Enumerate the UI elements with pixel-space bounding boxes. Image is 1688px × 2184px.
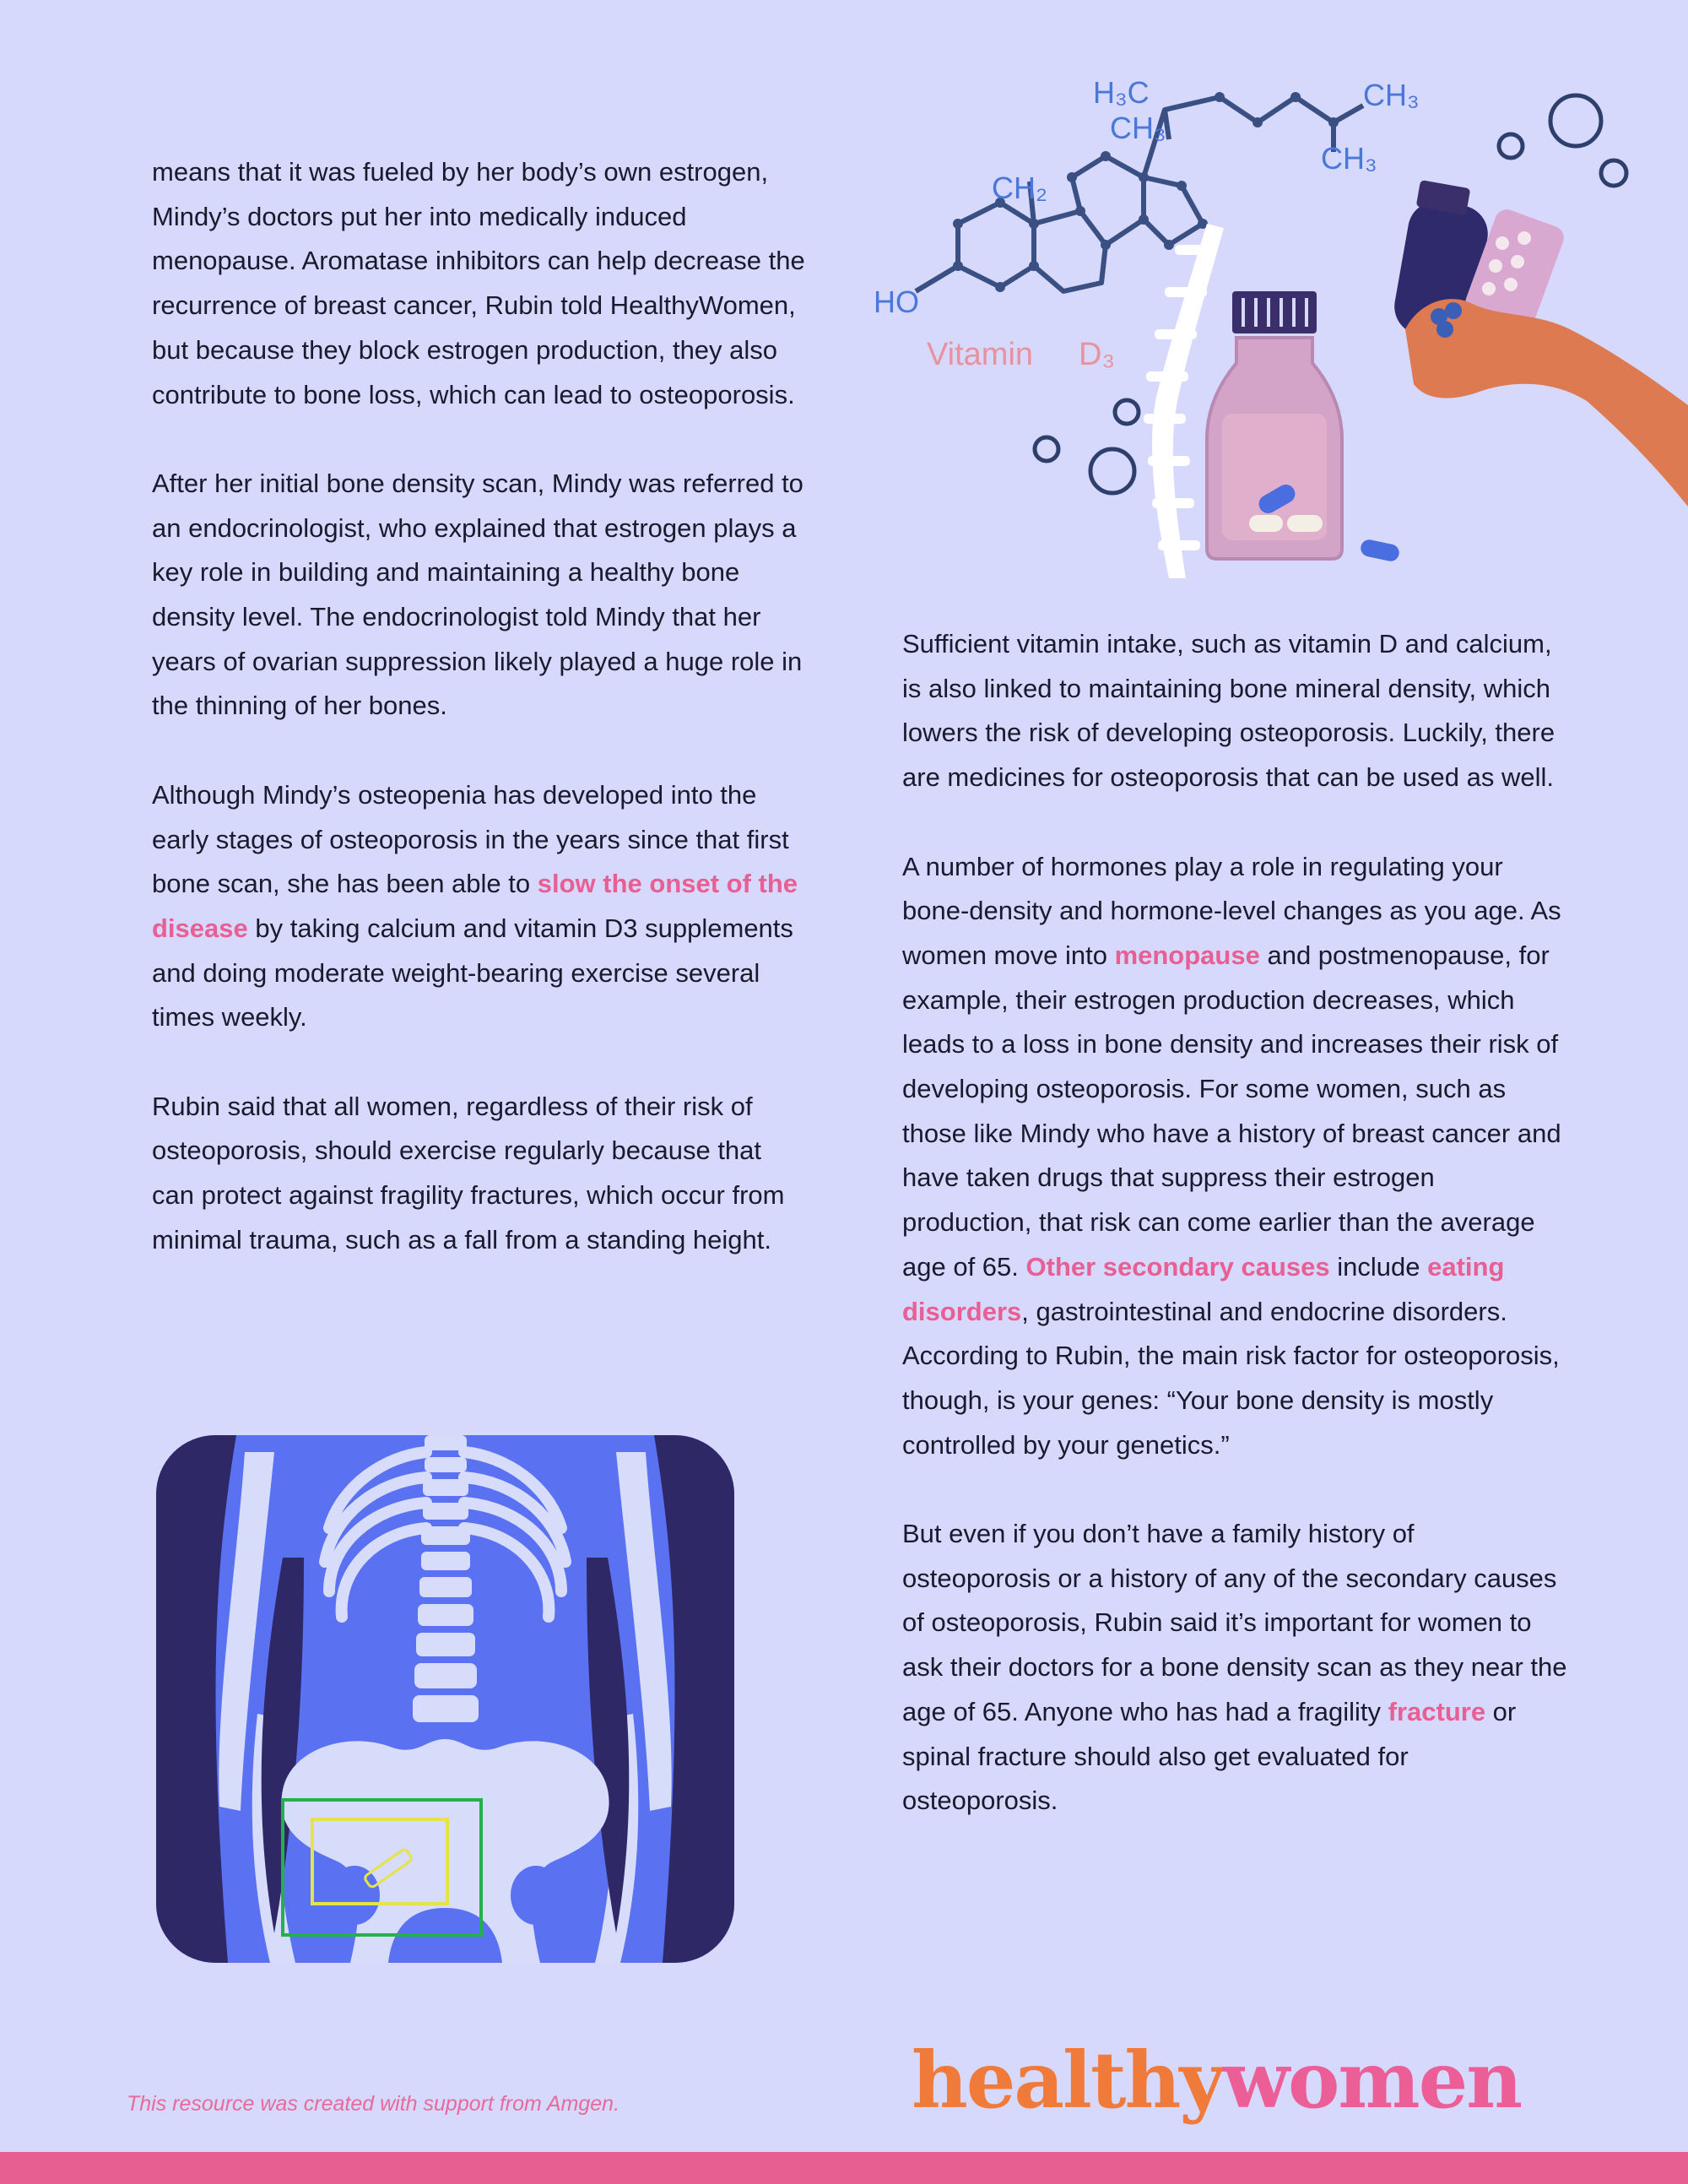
paragraph-endocrinologist: After her initial bone density scan, Mindy was referred to an endocrinologist, who explained that estrogen plays a key role in building and maintaining a healthy bone density level. The endocrinologist told Mindy that her years of ovarian suppression likely played a huge role in the thinning of her bones. xyxy=(152,468,803,721)
label-ch3: CH₃ xyxy=(1110,111,1166,145)
sponsor-credit: This resource was created with support from Amgen. xyxy=(127,2092,620,2116)
label-ch2: CH₂ xyxy=(992,171,1047,205)
paragraph-text: , gastrointestinal and endocrine disorders. According to Rubin, the main risk factor for osteoporosis, though, is your genes: “Your bone density is mostly controlled by your genetics.” xyxy=(902,1296,1560,1460)
vitamin-d3-illustration xyxy=(844,59,1688,599)
paragraph-text: include xyxy=(1329,1251,1428,1282)
label-ho: HO xyxy=(874,285,919,319)
label-vitamin: Vitamin xyxy=(927,337,1034,372)
paragraph-exercise: Rubin said that all women, regardless of their risk of osteoporosis, should exercise regularly because that can protect against fragility fractures, which occur from minimal trauma, such as a fall from a standing height. xyxy=(152,1091,785,1255)
logo-text-healthy: healthy xyxy=(912,2035,1223,2126)
healthywomen-logo xyxy=(912,2035,1522,2126)
paragraph-hormones xyxy=(902,845,1569,1468)
paragraph-text: A number of hormones play a role in regulating your bone-density and hormone-level changes as you age. As women move into xyxy=(902,851,1561,970)
xray-illustration xyxy=(156,1435,734,1963)
right-column xyxy=(902,622,1569,1868)
paragraph-aromatase: means that it was fueled by her body’s own estrogen, Mindy’s doctors put her into medically induced menopause. Aromatase inhibitors can help decrease the recurrence of breast cancer, Rubin told HealthyWomen, but because they block estrogen production, they also contribute to bone loss, which can lead to osteoporosis. xyxy=(152,157,805,409)
logo-text-women: women xyxy=(1222,2035,1522,2126)
bottom-accent-bar xyxy=(0,2152,1688,2184)
paragraph-text: But even if you don’t have a family history of osteoporosis or a history of any of the secondary causes of osteoporosis, Rubin said it’s important for women to ask their doctors for a bone density scan as they near the age of 65. Anyone who has had a fragility xyxy=(902,1519,1567,1726)
link-eating-disorders[interactable]: eating disorders xyxy=(902,1251,1505,1326)
label-ch3: CH₃ xyxy=(1363,78,1420,112)
label-h3c: H₃C xyxy=(1093,75,1150,110)
paragraph-text: and postmenopause, for example, their estrogen production decreases, which leads to a loss in bone density and increases their risk of developing osteoporosis. For some women, such as those like Mindy who have a history of breast cancer and have taken drugs that suppress their estrogen production, that risk can come earlier than the average age of 65. xyxy=(902,940,1561,1282)
paragraph-vitamin-intake: Sufficient vitamin intake, such as vitamin D and calcium, is also linked to maintaining bone mineral density, which lowers the risk of developing osteoporosis. Luckily, there are medicines for osteoporosis that can be used as well. xyxy=(902,629,1555,793)
link-other-secondary-causes[interactable]: Other secondary causes xyxy=(1025,1251,1330,1282)
pill-bottle-icon xyxy=(1207,291,1401,563)
paragraph-osteopenia xyxy=(152,773,810,1040)
left-column xyxy=(152,150,810,1307)
paragraph-bone-scan xyxy=(902,1512,1569,1824)
paragraph-text: Although Mindy’s osteopenia has developed into the early stages of osteoporosis in the years since that first bone scan, she has been able to xyxy=(152,779,789,899)
label-ch3: CH₃ xyxy=(1321,141,1377,176)
link-fracture[interactable]: fracture xyxy=(1388,1696,1486,1726)
link-slow-onset[interactable]: slow the onset of the disease xyxy=(152,869,798,943)
paragraph-text: or spinal fracture should also get evaluated for osteoporosis. xyxy=(902,1696,1517,1816)
link-menopause[interactable]: menopause xyxy=(1114,940,1260,970)
paragraph-text: by taking calcium and vitamin D3 supplements and doing moderate weight-bearing exercise several times weekly. xyxy=(152,913,793,1032)
label-d3: D₃ xyxy=(1079,337,1115,372)
